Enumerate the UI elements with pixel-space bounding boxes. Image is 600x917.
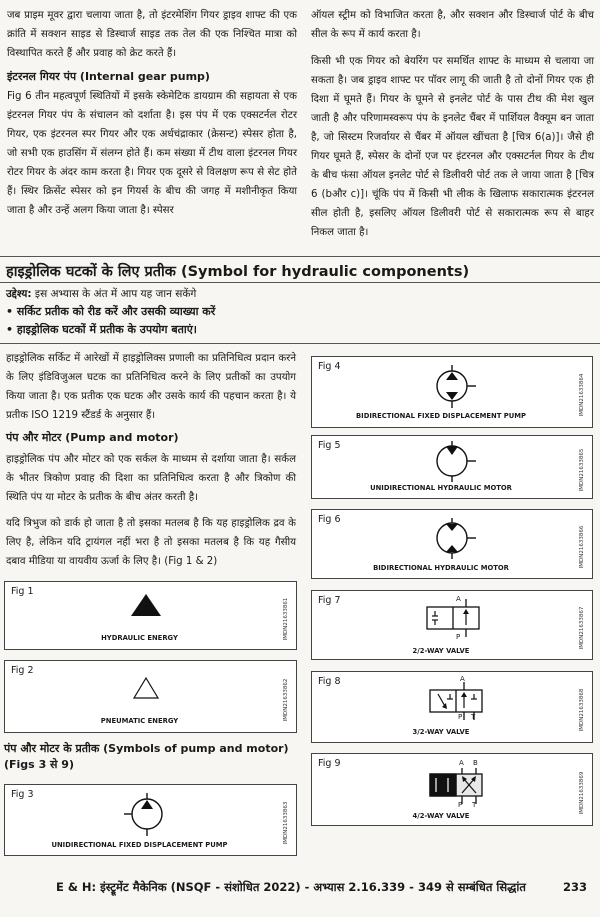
pneumatic-energy-icon [133,677,159,699]
unidirectional-motor-icon [434,441,470,483]
unidirectional-pump-icon [130,793,164,837]
figure-6 [311,509,593,579]
paragraph: ऑयल स्ट्रीम को विभाजित करता है, और सक्शन और डिस्चार्ज पोर्ट के बीच सील के रूप में कार्य करता है। [311,10,594,40]
port-label: P [458,713,463,721]
figure-caption: BIDIRECTIONAL FIXED DISPLACEMENT PUMP [355,412,526,420]
port-label: A [456,595,461,603]
paragraph: Fig 6 तीन महत्वपूर्ण स्थितियों में इसके स्केमेटिक डायग्राम की सहायता से एक इंटरनल गियर पंप के संचालन को दर्शाता है। इस पंप में एक एक्सटर्नल रोटर गियर, एक इंटरनल स्पर गियर और एक अर्धचंद्राकार (क्रेसन्ट) स्पेसर होता है, जो सभी एक हाउसिंग में संलग्न होते हैं। कम संख्या में टीथ वाला इंटरनल गियर रोटर गियर के अंदर काम करता है। गियर एक दूसरे से विलक्षण रूप से सेट होते हैं। स्थिर क्रिसेंट स्पेसर को इन गियर्स के बीच की जगह में मशीनीकृत किया जाता है और उन्हें अलग किया जाता है। स्पेसर [7,91,297,216]
figure-label: Fig 5 [318,440,341,451]
figure-3 [4,784,297,856]
port-label: T [471,713,476,721]
figure-label: Fig 4 [318,361,341,372]
figure-code: IMDN21633868 [579,688,585,732]
divider [0,343,600,344]
figure-label: Fig 6 [318,514,341,525]
figure-label: Fig 9 [318,758,341,769]
figure-code: IMDN21633867 [579,606,585,650]
paragraph: किसी भी एक गियर को बेयरिंग पर समर्थित शाफ्ट के माध्यम से चलाया जा सकता है। जब ड्राइव शाफ्ट पर पॉवर लागू की जाती है तो दोनों गियर एक ही दिशा में घूमते हैं। गियर के घूमने से इनलेट पोर्ट के पास टीथ की मेश खुल जाती है और परिणामस्वरूप पंप के इनलेट चैंबर में पार्शियल वैक्यूम बन जाता है, जो सिस्टम रिजर्वायर से चैंबर में ऑयल खींचता है [चित्र 6(a)]। जैसे ही गियर घूमते हैं, स्पेसर के दोनों एज पर इंटरनल और एक्सटर्नल गियर के टीथ के बीच फंसा ऑयल इनलेट पोर्ट से डिलीवरी पोर्ट तक ले जाया जाता है [चित्र 6 (bऔर c)]। चूंकि पंप में किसी भी लीक के खिलाफ सकारात्मक इंटरनल सील होती है, इसलिए ऑयल डिलीवरी पोर्ट से सकारात्मक रूप से बाहर निकल जाता है। [311,56,594,238]
figure-code: IMDN21633869 [579,771,585,814]
figure-caption: UNIDIRECTIONAL FIXED DISPLACEMENT PUMP [51,841,228,849]
port-label: A [459,759,464,767]
port-label: B [473,759,478,767]
port-label: P [458,801,463,809]
figure-label: Fig 8 [318,676,341,687]
paragraph: यदि त्रिभुज को डार्क हो जाता है तो इसका मतलब है कि यह हाइड्रोलिक द्रव के लिए है, लेकिन यदि ट्रायंगल नहीं भरा है तो इसका मतलब है कि यह गैसीय दबाव मीडिया या वायवीय ऊर्जा के लिए है। (Fig 1 & 2) [6,518,296,567]
section-heading: इंटरनल गियर पंप (Internal gear pump) [7,70,210,83]
list-item: • सर्किट प्रतीक को रीड करें और उसकी व्याख्या करें [6,305,216,318]
figure-caption: 3/2-WAY VALVE [412,728,470,736]
bidirectional-pump-icon [434,365,470,409]
paragraph: हाइड्रोलिक पंप और मोटर को एक सर्कल के माध्यम से दर्शाया जाता है। सर्कल के भीतर त्रिकोण प्रवाह की दिशा का प्रतिनिधित्व करता है और त्रिकोण की स्थिति पंप या मोटर के प्रतीक के बीच अंतर करती है। [6,454,296,503]
page-number: 233 [563,880,588,894]
paragraph: हाइड्रोलिक सर्किट में आरेखों में हाइड्रोलिक्स प्रणाली का प्रतिनिधित्व प्रदान करने के लिए इंडिविजुअल घटक का प्रतिनिधित्व करने के लिए प्रतीकों का उपयोग किया जाता है। एक प्रतीक एक घटक और उसके कार्य की पहचान करता है। ये प्रतीक ISO 1219 स्टैंडर्ड के अनुसार हैं। [6,353,296,421]
figure-9 [311,753,593,826]
figure-code: IMDN21633864 [579,373,585,417]
objective-text: इस अभ्यास के अंत में आप यह जान सकेंगे [31,288,197,300]
figure-label: Fig 3 [11,789,34,800]
divider [0,256,600,257]
divider [0,282,600,283]
figure-label: Fig 2 [11,665,34,676]
figure-caption: 4/2-WAY VALVE [412,812,470,820]
paragraph: जब प्राइम मूवर द्वारा चलाया जाता है, तो इंटरमेशिंग गियर ड्राइव शाफ्ट की एक क्रांति में सक्शन साइड से डिस्चार्ज साइड तक तेल की एक निश्चित मात्रा को विस्थापित करते हैं और प्रवाह को क्रेट करते हैं। [7,10,297,59]
figure-caption: PNEUMATIC ENERGY [100,717,179,725]
objective-line [6,285,566,303]
hydraulic-energy-icon [131,594,161,616]
figure-5 [311,435,593,499]
list-item: • हाइड्रोलिक घटकों में प्रतीक के उपयोग बताएं। [6,323,197,336]
figure-2 [4,660,297,733]
figure-code: IMDN21633865 [579,448,585,492]
figure-caption: UNIDIRECTIONAL HYDRAULIC MOTOR [370,484,512,492]
bidirectional-motor-icon [434,518,470,560]
figure-caption: 2/2-WAY VALVE [412,647,470,655]
figure-code: IMDN21633866 [579,525,585,569]
figure-code: IMDN21633863 [283,801,289,845]
port-label: P [456,633,461,641]
figure-label: Fig 1 [11,586,34,597]
two-two-way-valve-icon [425,597,485,641]
figure-code: IMDN21633861 [283,597,289,640]
page-footer: E & H: इंस्ट्रूमेंट मैकेनिक (NSQF - संशोधित 2022) - अभ्यास 2.16.339 - 349 से सम्बंधित सिद्धांत [56,880,526,894]
figure-caption: BIDIRECTIONAL HYDRAULIC MOTOR [373,564,509,572]
section-heading: (Figs 3 से 9) [4,758,74,771]
section-title: हाइड्रोलिक घटकों के लिए प्रतीक (Symbol for hydraulic components) [6,264,470,280]
section-heading: पंप और मोटर (Pump and motor) [6,431,179,444]
figure-7 [311,590,593,660]
port-label: T [472,801,477,809]
objective-label: उद्देश्य: [6,288,32,300]
section-heading: पंप और मोटर के प्रतीक (Symbols of pump and motor) [4,742,289,755]
figure-caption: HYDRAULIC ENERGY [101,634,178,642]
figure-8 [311,671,593,743]
figure-1 [4,581,297,650]
figure-label: Fig 7 [318,595,341,606]
port-label: A [460,675,465,683]
figure-4 [311,356,593,428]
figure-code: IMDN21633862 [283,678,289,721]
